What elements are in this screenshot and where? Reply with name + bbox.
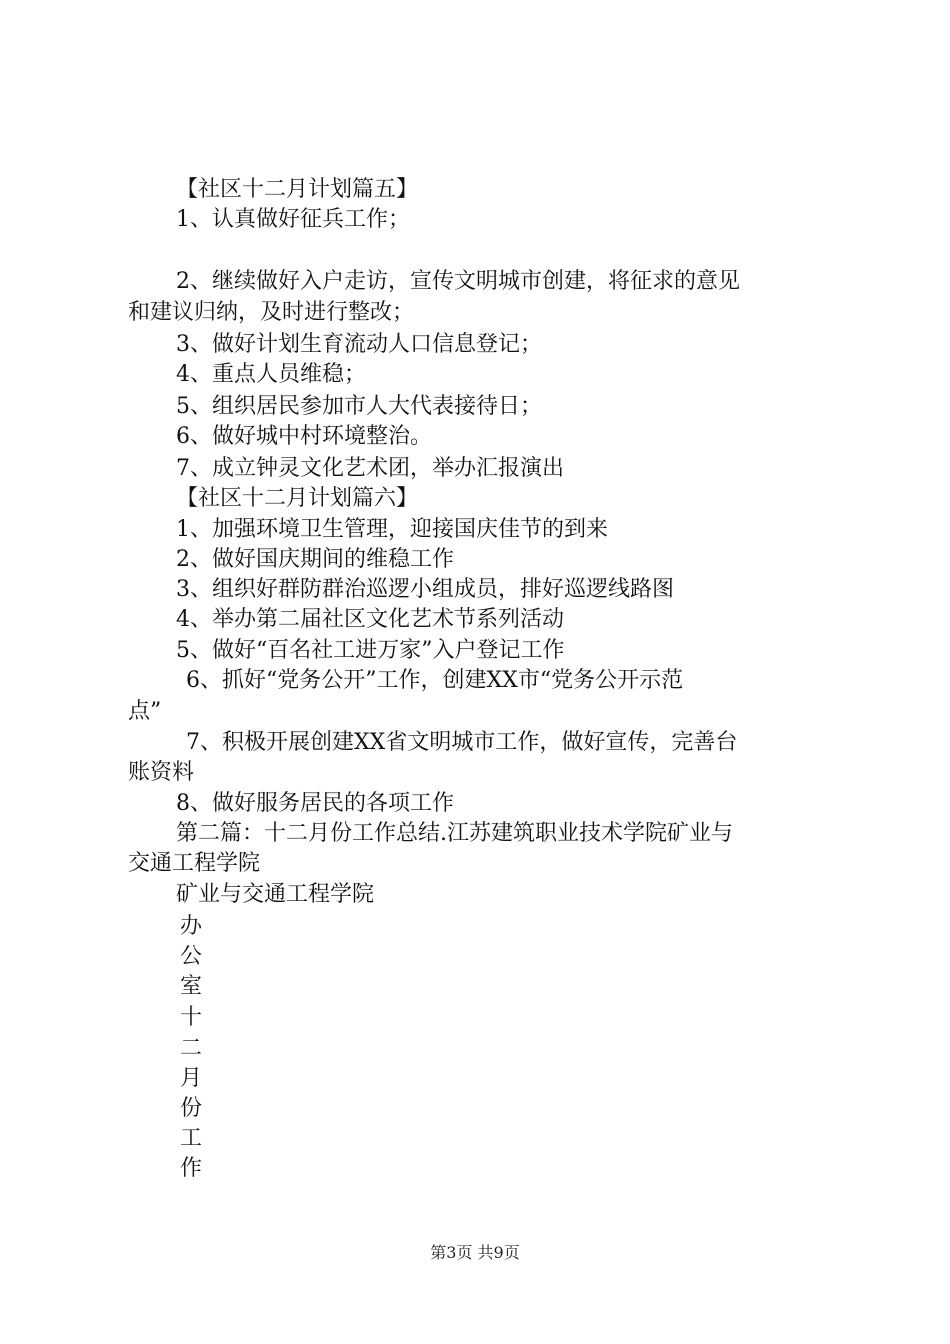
text-line: 2、做好国庆期间的维稳工作 <box>176 547 454 572</box>
text-line: 7、成立钟灵文化艺术团，举办汇报演出 <box>176 456 564 481</box>
vertical-char: 份 <box>180 1096 203 1121</box>
text-line: 点” <box>128 699 162 724</box>
text-line: 第二篇：十二月份工作总结.江苏建筑职业技术学院矿业与 <box>176 821 733 846</box>
text-line: 4、举办第二届社区文化艺术节系列活动 <box>176 607 564 632</box>
text-line: 6、做好城中村环境整治。 <box>176 424 432 449</box>
section-heading: 【社区十二月计划篇五】 <box>176 177 419 202</box>
page-number-footer: 第3页 共9页 <box>430 1243 520 1262</box>
vertical-char: 月 <box>180 1066 203 1091</box>
vertical-char: 十 <box>180 1005 203 1030</box>
vertical-char: 作 <box>180 1156 203 1181</box>
text-line: 2、继续做好入户走访，宣传文明城市创建，将征求的意见 <box>176 269 740 294</box>
text-line: 矿业与交通工程学院 <box>176 882 375 907</box>
vertical-char: 办 <box>180 914 203 939</box>
text-line: 7、积极开展创建XX省文明城市工作，做好宣传，完善台 <box>186 730 738 755</box>
text-line: 4、重点人员维稳； <box>176 362 366 387</box>
text-line: 8、做好服务居民的各项工作 <box>176 791 454 816</box>
text-line: 6、抓好“党务公开”工作，创建XX市“党务公开示范 <box>186 668 684 693</box>
text-line: 5、组织居民参加市人大代表接待日； <box>176 394 542 419</box>
text-line: 3、组织好群防群治巡逻小组成员，排好巡逻线路图 <box>176 577 674 602</box>
text-line: 交通工程学院 <box>128 851 261 876</box>
vertical-char: 二 <box>180 1036 203 1061</box>
text-line: 和建议归纳，及时进行整改； <box>128 300 415 325</box>
text-line: 3、做好计划生育流动人口信息登记； <box>176 332 542 357</box>
vertical-char: 工 <box>180 1126 203 1151</box>
section-heading: 【社区十二月计划篇六】 <box>176 486 419 511</box>
text-line: 账资料 <box>128 760 195 785</box>
text-line: 5、做好“百名社工进万家”入户登记工作 <box>176 638 565 663</box>
vertical-char: 室 <box>180 974 203 999</box>
vertical-char: 公 <box>180 944 203 969</box>
text-line: 1、加强环境卫生管理，迎接国庆佳节的到来 <box>176 517 608 542</box>
text-line: 1、认真做好征兵工作； <box>176 207 410 232</box>
